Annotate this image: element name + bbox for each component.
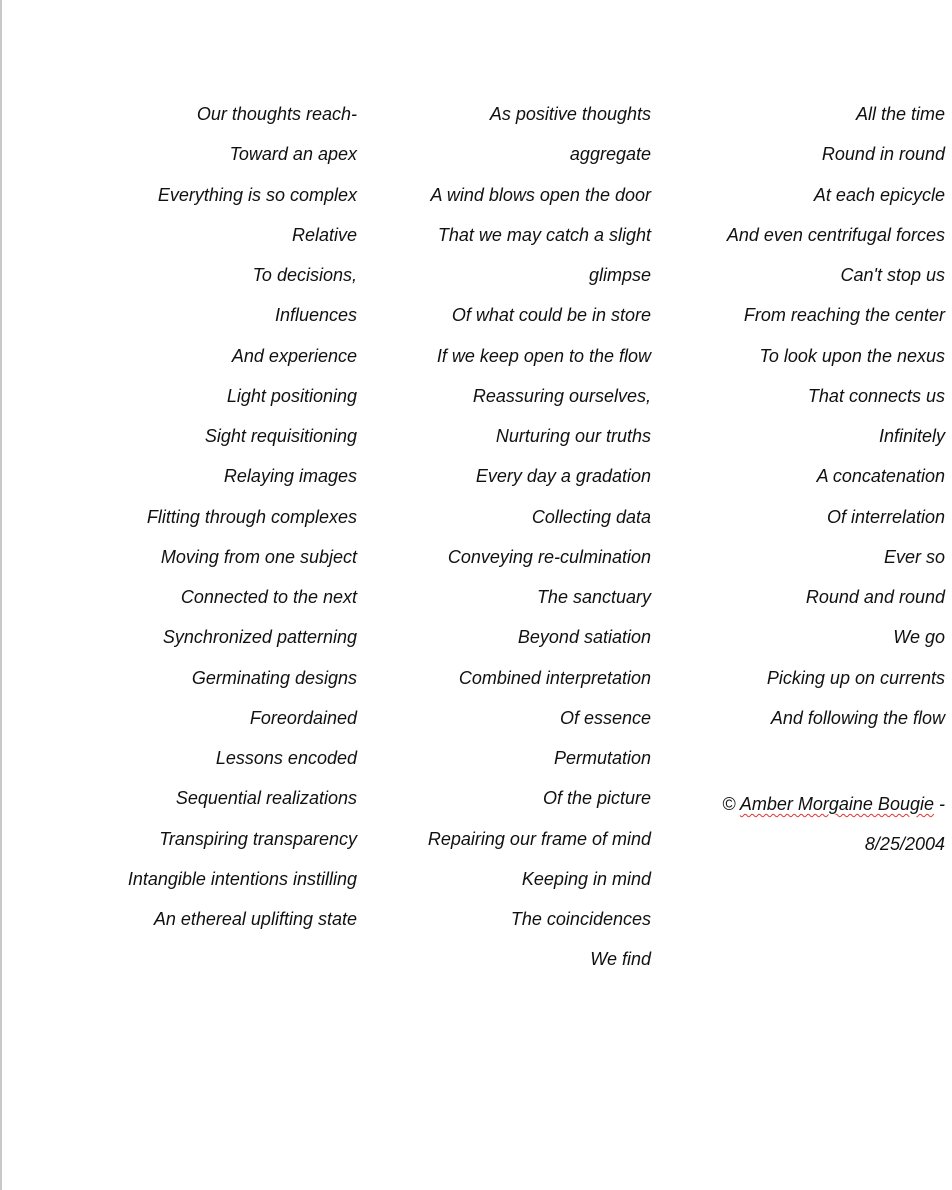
poem-line: Intangible intentions instilling — [127, 868, 357, 889]
poem-line: We find — [590, 949, 651, 970]
poem-line: Our thoughts reach- — [196, 104, 357, 124]
poem-line: We go — [893, 627, 945, 648]
poem-line: From reaching the center — [743, 305, 945, 326]
poem-line: The sanctuary — [536, 587, 651, 607]
poem-line: aggregate — [569, 144, 651, 165]
poem-line: Picking up on currents — [766, 667, 945, 688]
copyright-symbol: © — [722, 794, 736, 814]
poem-line: And following the flow — [770, 707, 945, 728]
author-name: Amber Morgaine Bougie — [739, 794, 934, 814]
poem-column-2 — [428, 101, 651, 987]
poem-line: Of the picture — [542, 788, 651, 809]
poem-line: A wind blows open the door — [430, 184, 651, 205]
poem-line: Moving from one subject — [160, 546, 357, 567]
poem-line: That we may catch a slight — [437, 224, 651, 245]
poem-line: An ethereal uplifting state — [153, 909, 357, 929]
poem-line: To decisions, — [252, 265, 357, 285]
poem-line: Repairing our frame of mind — [427, 828, 651, 849]
poem-line: Flitting through complexes — [146, 506, 357, 527]
poem-line: Relaying images — [223, 466, 357, 487]
poem-line: Synchronized patterning — [162, 627, 357, 648]
poem-line: All the time — [855, 104, 945, 124]
poem-line: Beyond satiation — [517, 627, 651, 648]
poem-line: Reassuring ourselves, — [472, 385, 651, 406]
signature-date: 8/25/2004 — [864, 834, 945, 855]
poem-line: Lessons encoded — [215, 748, 357, 768]
poem-line: Collecting data — [531, 506, 651, 527]
poem-line: Of essence — [559, 707, 651, 728]
poem-column-3 — [722, 101, 945, 872]
poem-line: Round in round — [821, 144, 945, 165]
poem-line: Connected to the next — [180, 587, 357, 607]
poem-line: The coincidences — [510, 909, 651, 929]
poem-line: And even centrifugal forces — [726, 224, 945, 245]
poem-line: Of what could be in store — [451, 305, 651, 326]
poem-line: Combined interpretation — [458, 667, 651, 688]
poem-line: Permutation — [553, 748, 651, 768]
poem-line: At each epicycle — [813, 184, 945, 205]
poem-line: Everything is so complex — [157, 184, 357, 205]
poem-line: If we keep open to the flow — [436, 345, 651, 366]
poem-line: A concatenation — [816, 466, 945, 487]
poem-line: Foreordained — [249, 707, 357, 728]
poem-line: As positive thoughts — [489, 104, 651, 124]
poem-line: Can't stop us — [840, 265, 945, 285]
poem-line: Toward an apex — [229, 144, 357, 165]
poem-line: To look upon the nexus — [759, 345, 945, 366]
poem-line: Conveying re-culmination — [447, 546, 651, 567]
poem-line: Sight requisitioning — [204, 426, 357, 446]
poem-line: Sequential realizations — [175, 788, 357, 809]
poem-line: Ever so — [883, 546, 945, 567]
poem-line: Relative — [291, 224, 357, 245]
poem-line: Infinitely — [878, 426, 945, 446]
poem-line: Influences — [274, 305, 357, 326]
poem-line: Keeping in mind — [521, 868, 651, 889]
poem-line: Every day a gradation — [475, 466, 651, 487]
poem-line: Germinating designs — [191, 667, 357, 688]
poem-line: Transpiring transparency — [159, 828, 357, 849]
poem-line: Nurturing our truths — [495, 426, 651, 446]
signature-line — [722, 791, 945, 831]
page-edge — [0, 0, 2, 1190]
poem-line: And experience — [231, 345, 357, 366]
poem-line: Of interrelation — [826, 506, 945, 527]
poem-line: That connects us — [807, 385, 945, 406]
dash: - — [939, 794, 945, 814]
poem-line: Round and round — [805, 587, 945, 607]
poem-line: glimpse — [588, 265, 651, 285]
poem-column-1 — [128, 101, 357, 946]
poem-line: Light positioning — [226, 385, 357, 406]
